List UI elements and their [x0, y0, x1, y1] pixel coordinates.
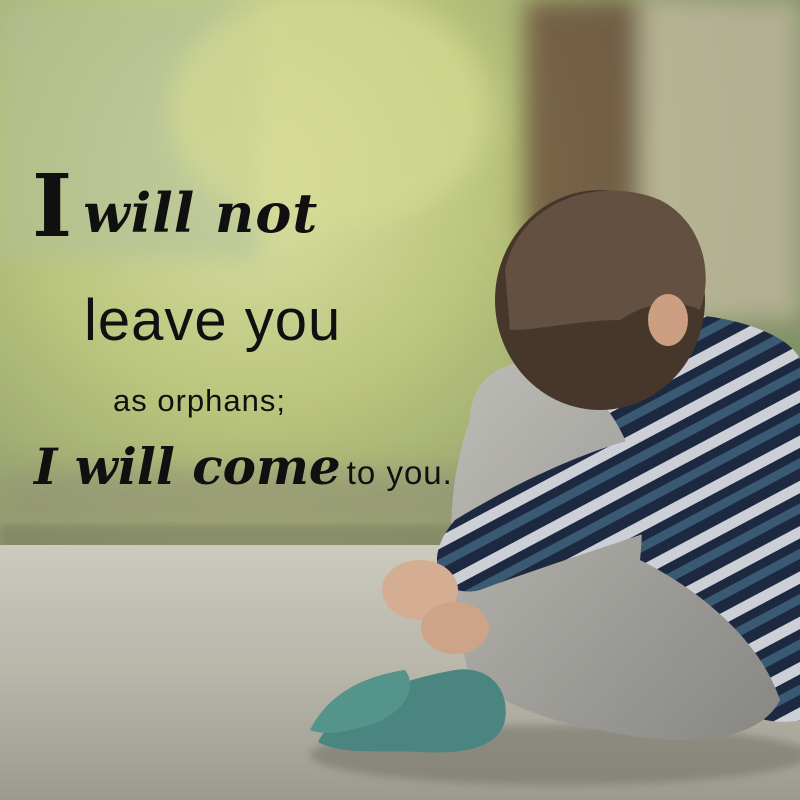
quote-line-4-tail: to you. — [346, 454, 453, 491]
quote-line-4-script: I will come — [34, 437, 341, 496]
quote-line-4 — [34, 437, 453, 496]
quote-line-2: leave you — [84, 288, 342, 353]
quote-initial-capital: I — [32, 156, 74, 257]
quote-line-3: as orphans; — [113, 383, 286, 418]
quote-line-1-text: will not — [83, 181, 319, 245]
quote-line-1 — [32, 156, 319, 257]
